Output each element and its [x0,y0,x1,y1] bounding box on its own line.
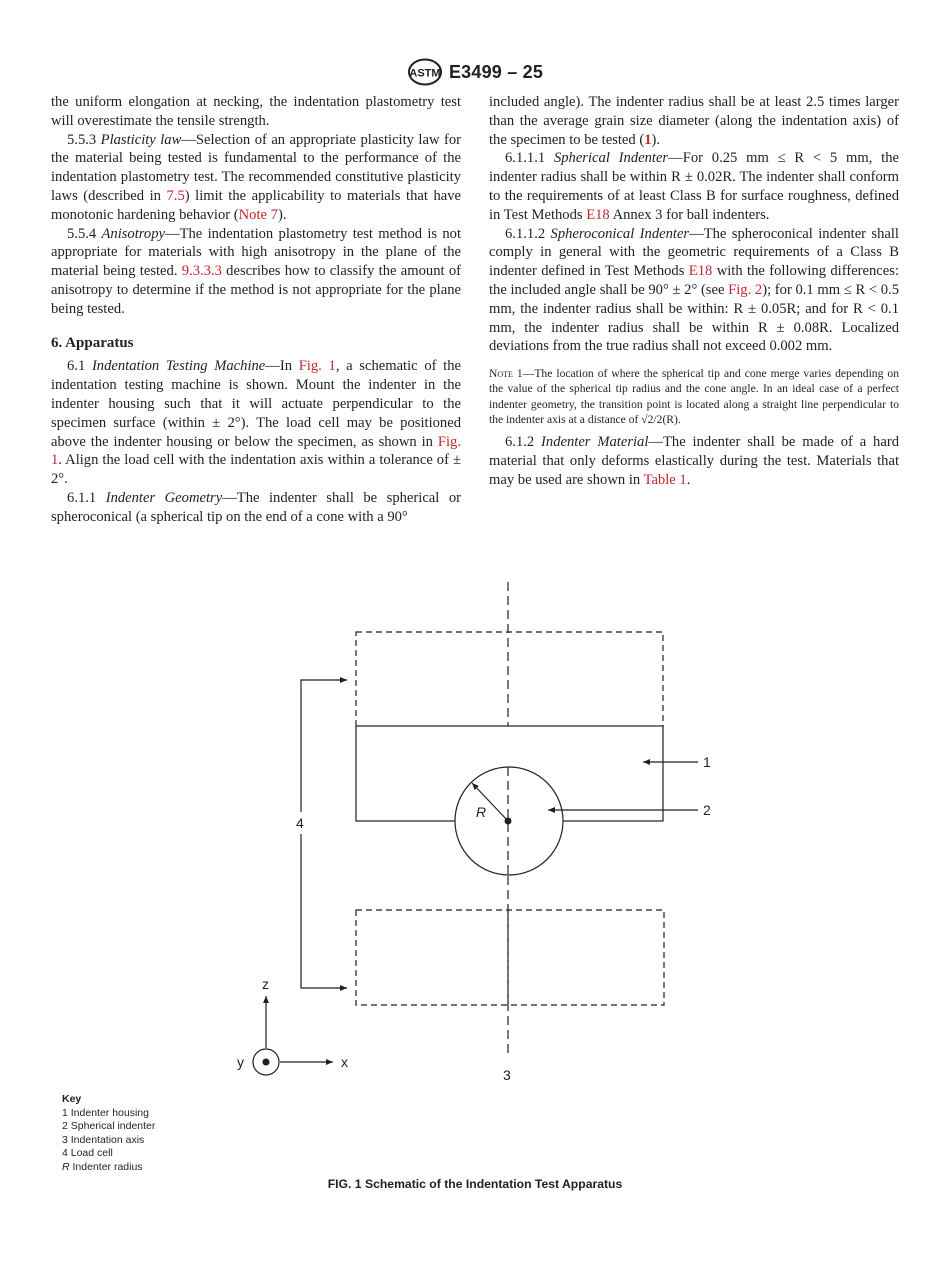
label-3: 3 [503,1067,511,1083]
right-column [489,93,899,489]
note-link[interactable]: Note 7 [238,206,278,223]
label-r: R [476,804,487,820]
paragraph: the uniform elongation at necking, the indentation plastometry test will overestimate the tensile strength. [51,94,461,129]
key-title: Key [62,1093,82,1105]
axis-label-z: z [262,976,269,992]
figure-1-schematic [0,570,950,1090]
axis-label-y: y [237,1054,244,1070]
key-item: 3 Indentation axis [62,1133,145,1146]
lower-load-cell [356,910,664,1005]
paragraph-6-1-1-1: 6.1.1.1 Spherical Indenter—For 0.25 mm ≤ R < 5 mm, the indenter radius shall be within R ± 0.02R. The indenter shall conform to the requirements of at least Class B for surface roughness, defined in Test Methods E18 Annex 3 for ball indenters. [489,150,899,223]
label-2: 2 [703,802,711,818]
figure-caption: FIG. 1 Schematic of the Indentation Test Apparatus [327,1177,623,1191]
svg-text:ASTM: ASTM [409,67,441,80]
standard-link[interactable]: E18 [688,263,713,280]
paragraph-5-5-3: 5.5.3 Plasticity law—Selection of an appropriate plasticity law for the material being tested is fundamental to the performance of the indentation plastometry test. The recommended constitutive plasticity laws (described in 7.5) limit the applicability to materials that have monotonic hardening behavior (Note 7). [51,131,461,223]
paragraph-6-1-1: 6.1.1 Indenter Geometry—The indenter shall be spherical or spheroconical (a spherical tip on the end of a cone with a 90° [51,489,461,525]
paragraph-5-5-4: 5.5.4 Anisotropy—The indentation plastometry test method is not appropriate for materials with high anisotropy in the plane of the material being tested. 9.3.3.3 describes how to classify the amount of anisotropy to determine if the method is not appropriate for the plane being tested. [51,225,461,317]
document-id: E3499 – 25 [448,61,544,82]
key-item: 4 Load cell [62,1147,113,1160]
key-item: 1 Indenter housing [62,1106,149,1119]
section-heading: 6. Apparatus [51,334,134,351]
figure-link[interactable]: Fig. 2 [728,281,763,298]
leader-4-bracket [301,680,347,812]
standard-link[interactable]: E18 [586,206,610,223]
figure-link[interactable]: Fig. 1 [51,433,461,469]
key-item: R Indenter radius [62,1160,143,1173]
paragraph: included angle). The indenter radius shall be at least 2.5 times larger than the average grain size diameter (along the indentation axis) of the specimen to be tested (1). [489,94,899,148]
figure-key [62,1093,155,1175]
figure-link[interactable]: Fig. 1 [298,358,336,375]
section-link[interactable]: 9.3.3.3 [181,263,222,280]
left-column [51,93,461,527]
axis-label-x: x [341,1054,348,1070]
paragraph-6-1-2: 6.1.2 Indenter Material—The indenter shall be made of a hard material that only deforms elastically during the test. Materials that may be used are shown in Table 1. [489,433,899,488]
reference-link[interactable]: 1 [644,131,652,148]
key-item: 2 Spherical indenter [62,1120,156,1133]
note-1: Note 1—The location of where the spherical tip and cone merge varies depending on the value of the spherical tip radius and the cone angle. In an ideal case of a perfect indenter geometry, the transition point is located along a straight line perpendicular to the indenter axis at a distance of √2/2(R). [489,367,899,426]
page-header [0,58,950,86]
paragraph-6-1: 6.1 Indentation Testing Machine—In Fig. 1, a schematic of the indentation testing machine is shown. Mount the indenter in the indenter housing such that it will actuate perpendicular to the specimen surface (within ± 2°). The load cell may be positioned above the indenter housing or below the specimen, as shown in Fig. 1. Align the load cell with the indentation axis within a tolerance of ± 2°. [51,358,461,488]
table-link[interactable]: Table 1 [643,471,687,488]
label-4: 4 [296,815,304,831]
label-1: 1 [703,754,711,770]
section-link[interactable]: 7.5 [166,187,185,204]
astm-logo-icon [407,58,443,86]
upper-load-cell [356,632,663,727]
paragraph-6-1-1-2: 6.1.1.2 Spheroconical Indenter—The spheroconical indenter shall comply in general with the geometric requirements of a Class B indenter defined in Test Methods E18 with the following differences: the included angle shall be 90° ± 2° (see Fig. 2); for 0.1 mm ≤ R < 0.5 mm, the indenter radius shall be within: R ± 0.05R; and for R < 0.1 mm, the indenter radius shall be within R ± 0.08R. Localized deviations from the true radius shall not exceed 0.002 mm. [489,225,899,355]
